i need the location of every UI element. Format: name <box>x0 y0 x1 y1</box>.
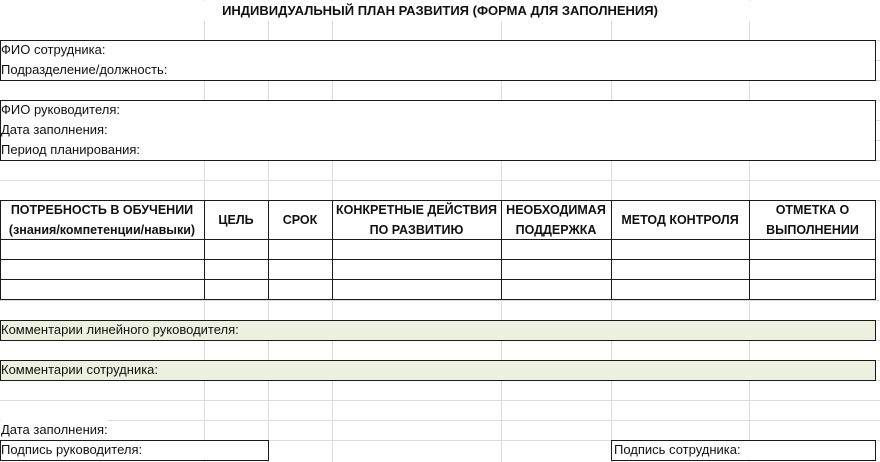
fill-date-label: Дата заполнения: <box>1 122 108 137</box>
manager-fio-label: ФИО руководителя: <box>1 102 120 117</box>
table-cell[interactable] <box>503 240 609 260</box>
table-cell[interactable] <box>503 280 609 300</box>
table-cell[interactable] <box>334 260 499 280</box>
table-cell[interactable] <box>270 280 330 300</box>
manager-signature-label: Подпись руководителя: <box>1 442 143 457</box>
table-cell[interactable] <box>334 280 499 300</box>
table-cell[interactable] <box>2 280 202 300</box>
table-cell[interactable] <box>503 260 609 280</box>
table-cell[interactable] <box>206 280 266 300</box>
employee-signature-label: Подпись сотрудника: <box>614 442 741 457</box>
grid-row-line <box>0 400 880 401</box>
employee-fio-label: ФИО сотрудника: <box>1 42 106 57</box>
table-cell[interactable] <box>751 280 874 300</box>
table-cell[interactable] <box>2 240 202 260</box>
header-learning-need: ПОТРЕБНОСТЬ В ОБУЧЕНИИ (знания/компетенции/навыки) <box>8 203 196 237</box>
table-cell[interactable] <box>613 240 747 260</box>
table-cell[interactable] <box>270 260 330 280</box>
grid-row-line <box>0 420 880 421</box>
header-goal: ЦЕЛЬ <box>218 213 254 227</box>
header-control-method: МЕТОД КОНТРОЛЯ <box>621 213 739 227</box>
table-cell[interactable] <box>206 260 266 280</box>
planning-period-label: Период планирования: <box>1 142 141 157</box>
grid-row-line <box>0 180 880 181</box>
header-deadline: СРОК <box>282 213 318 227</box>
table-cell[interactable] <box>334 240 499 260</box>
table-cell[interactable] <box>2 260 202 280</box>
manager-comments-label: Комментарии линейного руководителя: <box>1 322 239 337</box>
header-completion-mark: ОТМЕТКА О ВЫПОЛНЕНИИ <box>766 203 859 237</box>
page-title: ИНДИВИДУАЛЬНЫЙ ПЛАН РАЗВИТИЯ (ФОРМА ДЛЯ ЗАПОЛНЕНИЯ) <box>0 1 880 21</box>
header-actions: КОНКРЕТНЫЕ ДЕЙСТВИЯ ПО РАЗВИТИЮ <box>336 203 497 237</box>
table-cell[interactable] <box>751 240 874 260</box>
table-cell[interactable] <box>270 240 330 260</box>
table-cell[interactable] <box>613 280 747 300</box>
table-cell[interactable] <box>206 240 266 260</box>
table-cell[interactable] <box>613 260 747 280</box>
footer-date-label: Дата заполнения: <box>1 420 108 440</box>
employee-department-label: Подразделение/должность: <box>1 62 168 77</box>
table-cell[interactable] <box>751 260 874 280</box>
employee-comments-label: Комментарии сотрудника: <box>1 362 159 377</box>
header-support: НЕОБХОДИМАЯ ПОДДЕРЖКА <box>506 203 606 237</box>
grid-row-line <box>0 300 880 301</box>
